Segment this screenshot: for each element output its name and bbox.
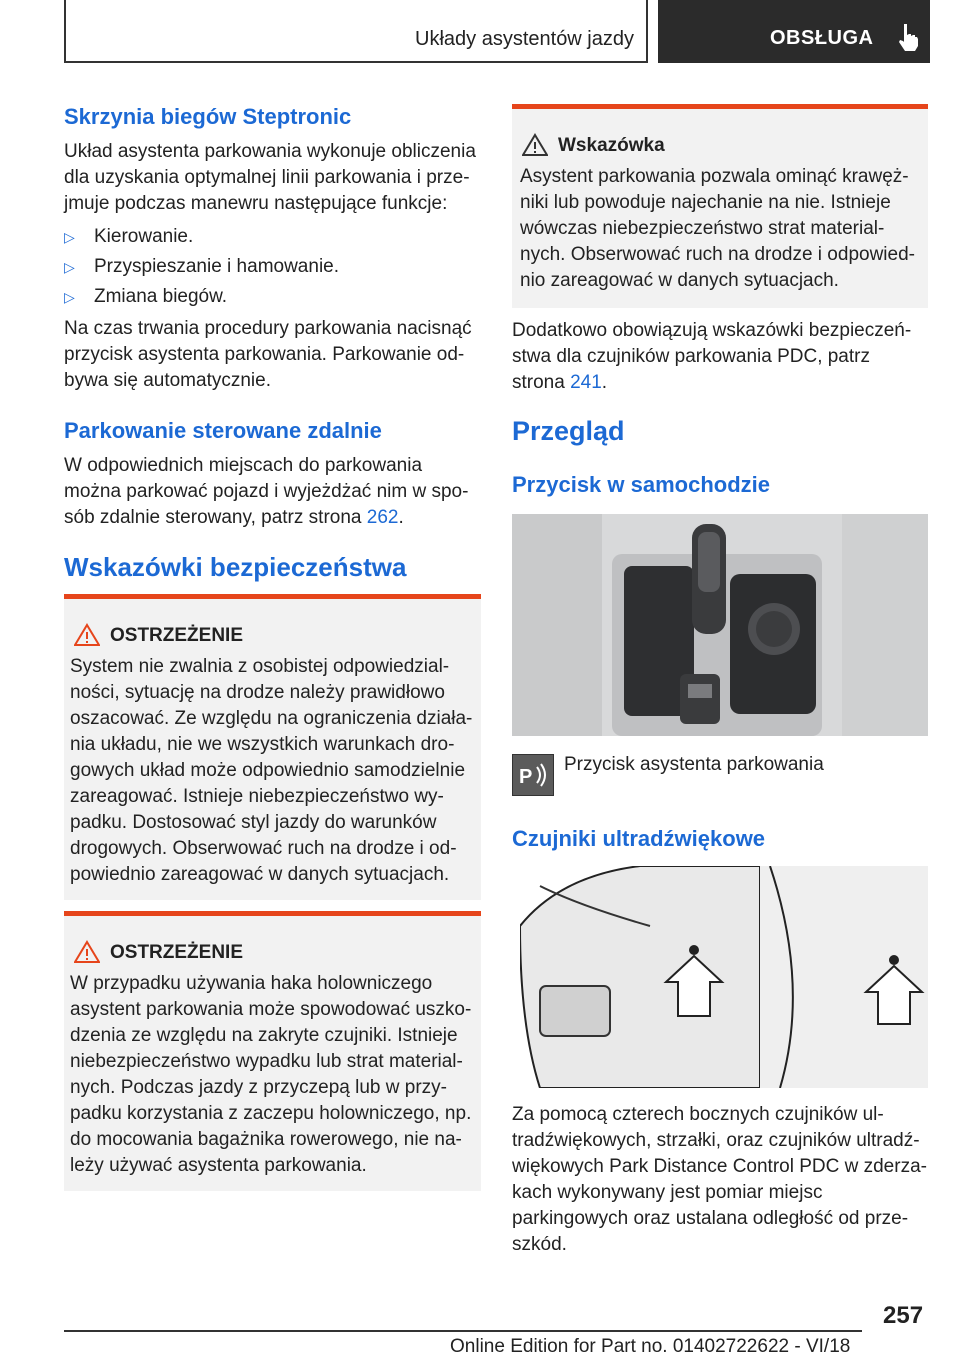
warning-label: OSTRZEŻENIE — [110, 942, 244, 963]
warning-triangle-icon — [74, 623, 100, 647]
note-box — [512, 104, 928, 308]
warning-text: W przypadku używania haka holowniczego asystent parkowania może spowodować uszko- dzenia ze względu na zakryte czujniki. Istnieje niebezpieczeństwo wypadku lub strat material- nych. Podczas jazdy z przyczepą lub w przy- padku korzystania z zaczepu holowniczego, np. do mocowania bagażnika rowerowego, nie na- leży używać asystenta parkowania. — [70, 973, 472, 1176]
remote-parking-text: W odpowiednich miejscach do parkowania można parkować pojazd i wyjeżdżać nim w spo- sób zdalnie sterowany, patrz strona 262. — [64, 455, 469, 528]
button-caption: Przycisk asystenta parkowania — [564, 754, 824, 775]
svg-text:P: P — [519, 766, 533, 788]
bullet-triangle-icon: ▷ — [64, 229, 75, 245]
warning-text: System nie zwalnia z osobistej odpowiedzial- ności, sytuację na drodze należy prawidłowo oszacować. Ze względu na ograniczenia działa- nia układu, nie we wszystkich warunkach dro- gowych układ może odpowiednio samodzielnie zareagować. Istnieje niebezpieczeństwo wy- padku. Dostosować styl jazdy do warunków drogowych. Obserwować ruch na drodze i od- powiednio zareagować w danych sytuacjach. — [70, 656, 473, 885]
overview-heading: Przegląd — [512, 416, 625, 446]
page-ref-link[interactable]: 262 — [366, 507, 399, 528]
park-assist-button-icon — [512, 754, 554, 796]
note-text: Asystent parkowania pozwala ominąć krawęż- niki lub powoduje najechanie na nie. Istnieje wówczas niebezpieczeństwo strat material- nych. Obserwować ruch na drodze i odpowied- nio zareagować w danych sytuacjach. — [520, 166, 915, 291]
additional-note-text: Dodatkowo obowiązują wskazówki bezpieczeń- stwa dla czujników parkowania PDC, patrz strona 241. — [512, 320, 912, 393]
car-sensors-illustration — [520, 866, 928, 1088]
warning-box — [64, 911, 481, 1191]
page-header — [64, 0, 930, 64]
steptronic-intro: Układ asystenta parkowania wykonuje obliczenia dla uzyskania optymalnej linii parkowania i prze- jmuje podczas manewru następujące funkcje: — [64, 141, 476, 214]
steptronic-heading: Skrzynia biegów Steptronic — [64, 104, 352, 129]
hand-pointer-icon — [894, 22, 922, 52]
sensors-heading: Czujniki ultradźwiękowe — [512, 826, 766, 851]
edition-note: Online Edition for Part no. 01402722622 - VI/18 — [450, 1336, 851, 1357]
section-title: Układy asystentów jazdy — [415, 28, 634, 50]
chapter-tab — [658, 0, 930, 63]
sensors-text: Za pomocą czterech bocznych czujników ul- tradźwiękowych, strzałki, oraz czujników ultradź- więkowych Park Distance Control PDC w zderza- kach wykonywany jest pomiar miejsc parkingowych oraz ustalana odległość od prze- szkód. — [512, 1104, 927, 1255]
section-tab — [64, 0, 648, 63]
footer-divider — [64, 1330, 862, 1332]
bullet-item: ▷ Kierowanie. — [64, 224, 193, 250]
bullet-triangle-icon: ▷ — [64, 259, 75, 275]
warning-triangle-icon — [522, 133, 548, 157]
bullet-item: ▷ Przyspieszanie i hamowanie. — [64, 254, 339, 280]
center-console-photo — [512, 514, 928, 736]
bullet-triangle-icon: ▷ — [64, 289, 75, 305]
warning-box — [64, 594, 481, 900]
chapter-title: OBSŁUGA — [770, 27, 874, 49]
steptronic-outro: Na czas trwania procedury parkowania nacisnąć przycisk asystenta parkowania. Parkowanie od- bywa się automatycznie. — [64, 318, 472, 391]
note-label: Wskazówka — [558, 135, 665, 156]
bullet-item: ▷ Zmiana biegów. — [64, 284, 227, 310]
remote-parking-heading: Parkowanie sterowane zdalnie — [64, 418, 382, 443]
button-section-heading: Przycisk w samochodzie — [512, 472, 770, 497]
page-ref-link[interactable]: 241 — [570, 372, 602, 393]
safety-heading: Wskazówki bezpieczeństwa — [64, 552, 407, 582]
page-number: 257 — [883, 1302, 924, 1329]
warning-label: OSTRZEŻENIE — [110, 625, 244, 646]
parking-p-icon — [513, 755, 553, 795]
warning-triangle-icon — [74, 940, 100, 964]
